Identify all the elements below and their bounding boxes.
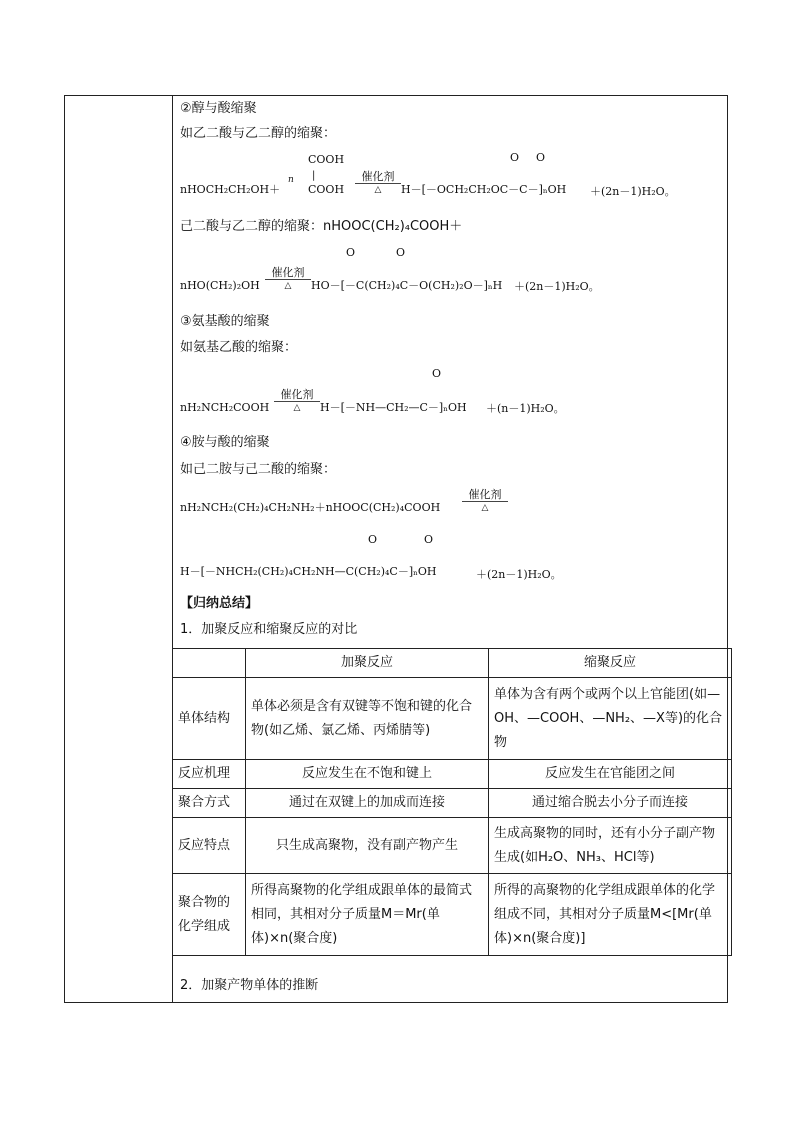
condensation-cell: 生成高聚物的同时，还有小分子副产物生成(如H₂O、NH₃、HCl等) xyxy=(489,818,732,874)
oxalic-n-coefficient: n xyxy=(288,175,294,185)
carbonyl-o-7: O xyxy=(424,533,434,546)
section2-example1-tail: ＋(2n－1)H₂O。 xyxy=(590,185,676,198)
addition-cell: 只生成高聚物，没有副产物产生 xyxy=(246,818,489,874)
row-label: 反应特点 xyxy=(173,818,246,874)
section3-intro: 如氨基乙酸的缩聚： xyxy=(180,340,298,355)
condensation-cell: 通过缩合脱去小分子而连接 xyxy=(489,789,732,818)
section2-example2-tail: ＋(2n－1)H₂O。 xyxy=(514,280,600,293)
section3-product: H－[－NH—CH₂—C－]ₙOH xyxy=(320,401,467,414)
section3-title: ③氨基酸的缩聚 xyxy=(180,314,270,329)
oxalic-bond: | xyxy=(312,170,316,181)
comparison-table xyxy=(172,648,732,956)
addition-cell: 反应发生在不饱和键上 xyxy=(246,760,489,789)
section4-product: H－[－NHCH₂(CH₂)₄CH₂NH—C(CH₂)₄C－]ₙOH xyxy=(180,565,437,578)
catalyst-arrow-3: 催化剂 △ xyxy=(274,390,320,413)
addition-cell: 通过在双键上的加成而连接 xyxy=(246,789,489,818)
catalyst-arrow-2: 催化剂 △ xyxy=(265,268,311,291)
carbonyl-o-5: O xyxy=(432,367,442,380)
table-header-cell: 缩聚反应 xyxy=(489,649,732,678)
section4-intro: 如己二胺与己二酸的缩聚： xyxy=(180,462,337,477)
section2-example2-left: nHO(CH₂)₂OH xyxy=(180,279,260,292)
section3-tail: ＋(n－1)H₂O。 xyxy=(486,402,565,415)
table-row xyxy=(173,874,732,956)
table-header-cell xyxy=(173,649,246,678)
row-label: 反应机理 xyxy=(173,760,246,789)
section3-left: nH₂NCH₂COOH xyxy=(180,401,270,414)
section2-example2-intro: 己二酸与乙二醇的缩聚：nHOOC(CH₂)₄COOH＋ xyxy=(180,219,463,234)
catalyst-arrow-4: 催化剂 △ xyxy=(462,490,508,513)
oxalic-cooh-bottom: COOH xyxy=(308,183,345,196)
carbonyl-o-1: O xyxy=(510,151,520,164)
table-row xyxy=(173,789,732,818)
section2-example1-left: nHOCH₂CH₂OH＋ xyxy=(180,183,281,196)
condensation-cell: 反应发生在官能团之间 xyxy=(489,760,732,789)
table-header-cell: 加聚反应 xyxy=(246,649,489,678)
section4-left: nH₂NCH₂(CH₂)₄CH₂NH₂＋nHOOC(CH₂)₄COOH xyxy=(180,501,441,514)
catalyst-arrow-1: 催化剂 △ xyxy=(355,172,401,195)
row-label: 聚合物的化学组成 xyxy=(173,874,246,956)
section2-title: ②醇与酸缩聚 xyxy=(180,101,257,116)
addition-cell: 单体必须是含有双键等不饱和键的化合物(如乙烯、氯乙烯、丙烯腈等) xyxy=(246,678,489,760)
section4-title: ④胺与酸的缩聚 xyxy=(180,435,270,450)
summary-heading: 【归纳总结】 xyxy=(180,596,259,611)
condensation-cell: 单体为含有两个或两个以上官能团(如—OH、—COOH、—NH₂、—X等)的化合物 xyxy=(489,678,732,760)
section2-example2-product: HO－[－C(CH₂)₄C－O(CH₂)₂O－]ₙH xyxy=(311,279,503,292)
carbonyl-o-6: O xyxy=(368,533,378,546)
table-row xyxy=(173,760,732,789)
section2-example1-product: H－[－OCH₂CH₂OC－C－]ₙOH xyxy=(401,183,567,196)
section2-example1-intro: 如乙二酸与乙二醇的缩聚： xyxy=(180,126,337,141)
oxalic-cooh-top: COOH xyxy=(308,153,345,166)
table-row xyxy=(173,678,732,760)
table-row xyxy=(173,818,732,874)
row-label: 单体结构 xyxy=(173,678,246,760)
row-label: 聚合方式 xyxy=(173,789,246,818)
carbonyl-o-4: O xyxy=(396,246,406,259)
summary-item-1: 1．加聚反应和缩聚反应的对比 xyxy=(180,622,358,637)
section4-tail: ＋(2n－1)H₂O。 xyxy=(476,568,562,581)
condensation-cell: 所得的高聚物的化学组成跟单体的化学组成不同，其相对分子质量M<[Mr(单体)×n(聚合度)] xyxy=(489,874,732,956)
addition-cell: 所得高聚物的化学组成跟单体的最简式相同，其相对分子质量M＝Mr(单体)×n(聚合度) xyxy=(246,874,489,956)
table-header-row xyxy=(173,649,732,678)
summary-item-2: 2．加聚产物单体的推断 xyxy=(180,978,319,993)
carbonyl-o-2: O xyxy=(536,151,546,164)
carbonyl-o-3: O xyxy=(346,246,356,259)
